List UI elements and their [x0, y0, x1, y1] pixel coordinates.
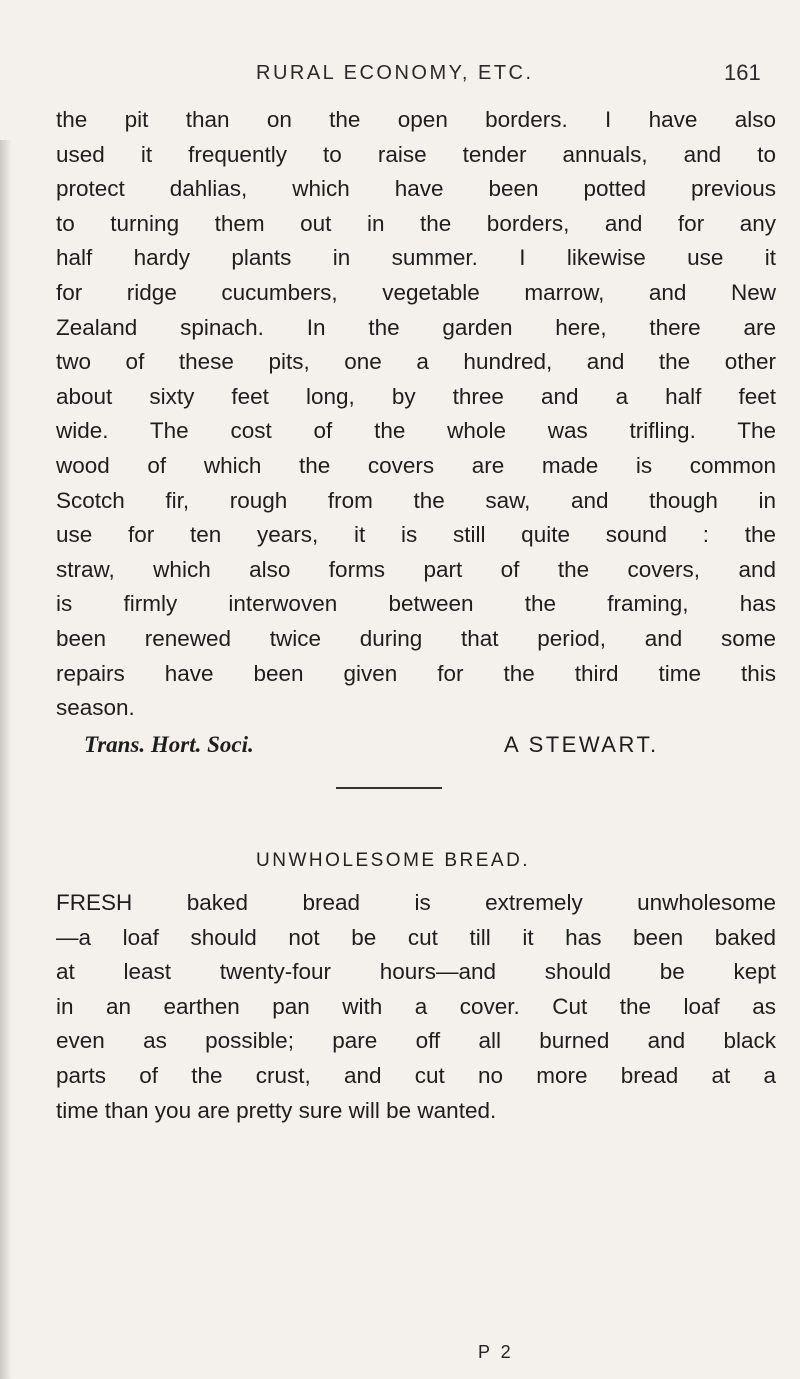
text-line: Scotch fir, rough from the saw, and though in [56, 487, 776, 513]
text-line: to turning them out in the borders, and for any [56, 210, 776, 236]
page-header [256, 62, 796, 92]
text-line: at least twenty-four hours—and should be kept [56, 959, 776, 985]
text-line: is firmly interwoven between the framing, has [56, 591, 776, 617]
attribution-row [56, 726, 776, 762]
page-edge-shadow [0, 140, 12, 1379]
section-heading: UNWHOLESOME BREAD. [256, 850, 531, 871]
text-line: for ridge cucumbers, vegetable marrow, and New [56, 279, 776, 305]
text-line: wood of which the covers are made is common [56, 452, 776, 478]
text-line: use for ten years, it is still quite sound : the [56, 522, 776, 548]
running-head: RURAL ECONOMY, ETC. [256, 62, 534, 84]
author-signature: A STEWART. [504, 731, 659, 757]
text-line: even as possible; pare off all burned and black [56, 1028, 776, 1054]
text-line: repairs have been given for the third time this [56, 660, 776, 686]
text-line: time than you are pretty sure will be wanted. [56, 1097, 497, 1123]
text-line: used it frequently to raise tender annuals, and to [56, 141, 776, 167]
printer-signature-mark: P 2 [478, 1342, 514, 1362]
text-line: protect dahlias, which have been potted previous [56, 176, 776, 202]
text-line: straw, which also forms part of the covers, and [56, 556, 776, 582]
text-line: been renewed twice during that period, and some [56, 625, 776, 651]
page-number: 161 [724, 60, 761, 85]
text-line: FRESH baked bread is extremely unwholesome [56, 890, 776, 915]
text-line: the pit than on the open borders. I have also [56, 107, 776, 132]
text-line: Zealand spinach. In the garden here, there are [56, 314, 776, 340]
citation: Trans. Hort. Soci. [84, 731, 254, 757]
section-divider [336, 787, 442, 789]
article-1-body [56, 103, 776, 762]
text-line: about sixty feet long, by three and a half feet [56, 383, 776, 409]
text-line: —a loaf should not be cut till it has been baked [56, 924, 776, 950]
text-line: half hardy plants in summer. I likewise use it [56, 245, 776, 271]
text-line: season. [56, 695, 135, 721]
text-line: in an earthen pan with a cover. Cut the loaf as [56, 993, 776, 1019]
text-line: parts of the crust, and cut no more bread at a [56, 1062, 776, 1088]
text-line: two of these pits, one a hundred, and the other [56, 349, 776, 375]
text-line: wide. The cost of the whole was trifling. The [56, 418, 776, 444]
article-2-body [56, 886, 776, 1128]
